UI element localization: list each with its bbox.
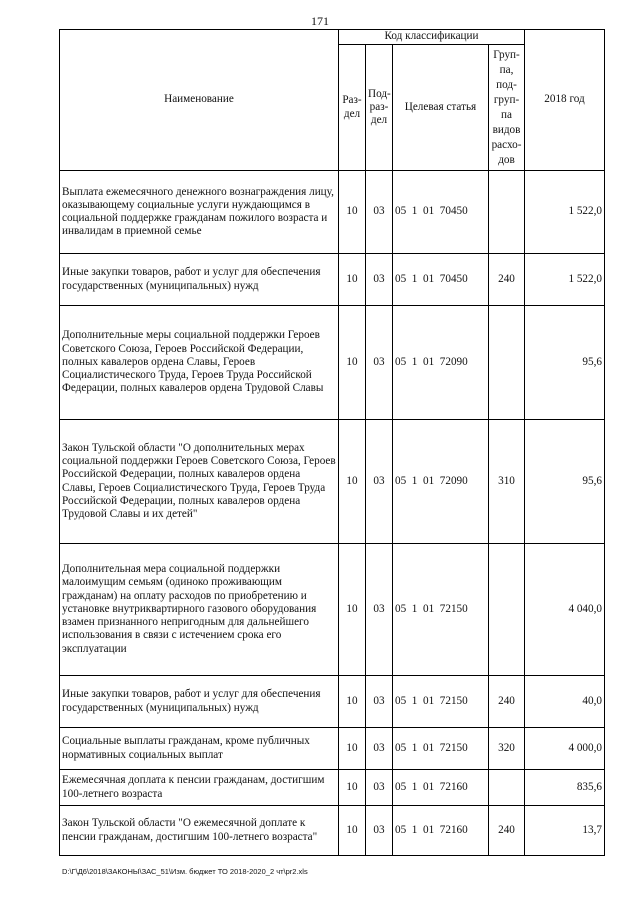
- file-path-footer: D:\Г\Д6\2018\ЗАКОНЫ\ЗАС_51\Изм. бюджет ТО 2018-2020_2 чт\pr2.xls: [62, 867, 308, 876]
- row-amount: 4 000,0: [525, 728, 605, 770]
- row-subsection: 03: [366, 306, 393, 420]
- row-subsection: 03: [366, 676, 393, 728]
- table-row: [60, 728, 605, 770]
- row-amount: 4 040,0: [525, 544, 605, 676]
- page-number: 171: [311, 14, 329, 28]
- budget-table: [59, 29, 605, 856]
- row-name: Иные закупки товаров, работ и услуг для обеспечения государственных (муниципальных) нужд: [60, 254, 339, 306]
- row-section: 10: [339, 306, 366, 420]
- row-group: [489, 171, 525, 254]
- row-target: 05 1 01 72090: [393, 420, 489, 544]
- row-group: [489, 306, 525, 420]
- row-amount: 835,6: [525, 770, 605, 806]
- row-target: 05 1 01 72150: [393, 544, 489, 676]
- table-row: [60, 254, 605, 306]
- row-subsection: 03: [366, 728, 393, 770]
- row-name: Дополнительная мера социальной поддержки малоимущим семьям (одиноко проживающим гражданам) на оплату расходов по приобретению и установке внутриквартирного газового оборудования взамен признанного непригодным для дальнейшего использования в связи с истечением срока его эксплуатации: [60, 544, 339, 676]
- header-code-group: Код классификации: [339, 30, 525, 45]
- row-amount: 95,6: [525, 420, 605, 544]
- row-amount: 40,0: [525, 676, 605, 728]
- row-target: 05 1 01 70450: [393, 171, 489, 254]
- row-section: 10: [339, 420, 366, 544]
- row-name: Социальные выплаты гражданам, кроме публичных нормативных социальных выплат: [60, 728, 339, 770]
- row-group: 240: [489, 676, 525, 728]
- row-target: 05 1 01 72150: [393, 728, 489, 770]
- row-amount: 13,7: [525, 806, 605, 856]
- row-subsection: 03: [366, 254, 393, 306]
- row-target: 05 1 01 70450: [393, 254, 489, 306]
- row-amount: 1 522,0: [525, 254, 605, 306]
- row-group: [489, 544, 525, 676]
- row-section: 10: [339, 676, 366, 728]
- row-amount: 1 522,0: [525, 171, 605, 254]
- header-subsection: Под- раз- дел: [366, 45, 393, 171]
- row-name: Выплата ежемесячного денежного вознаграждения лицу, оказывающему социальные услуги нуждающимся в социальной поддержке гражданам пожилого возраста и инвалидам в приемной семье: [60, 171, 339, 254]
- table-row: [60, 544, 605, 676]
- header-name: Наименование: [60, 30, 339, 171]
- row-subsection: 03: [366, 171, 393, 254]
- table-row: [60, 171, 605, 254]
- table-row: [60, 770, 605, 806]
- row-subsection: 03: [366, 806, 393, 856]
- table-row: [60, 806, 605, 856]
- row-section: 10: [339, 544, 366, 676]
- row-subsection: 03: [366, 544, 393, 676]
- row-subsection: 03: [366, 770, 393, 806]
- row-group: 240: [489, 254, 525, 306]
- row-section: 10: [339, 728, 366, 770]
- header-group: Груп- па, под- груп- па видов расхо- дов: [489, 45, 525, 171]
- row-subsection: 03: [366, 420, 393, 544]
- table-row: [60, 420, 605, 544]
- header-target: Целевая статья: [393, 45, 489, 171]
- row-group: [489, 770, 525, 806]
- table-row: [60, 306, 605, 420]
- row-section: 10: [339, 806, 366, 856]
- row-target: 05 1 01 72160: [393, 806, 489, 856]
- row-name: Закон Тульской области "О ежемесячной доплате к пенсии гражданам, достигшим 100-летнего возраста": [60, 806, 339, 856]
- row-target: 05 1 01 72090: [393, 306, 489, 420]
- row-group: 310: [489, 420, 525, 544]
- row-name: Ежемесячная доплата к пенсии гражданам, достигшим 100-летнего возраста: [60, 770, 339, 806]
- row-name: Иные закупки товаров, работ и услуг для обеспечения государственных (муниципальных) нужд: [60, 676, 339, 728]
- row-group: 240: [489, 806, 525, 856]
- row-section: 10: [339, 254, 366, 306]
- row-target: 05 1 01 72150: [393, 676, 489, 728]
- row-group: 320: [489, 728, 525, 770]
- row-section: 10: [339, 770, 366, 806]
- header-year: 2018 год: [525, 30, 605, 171]
- row-name: Закон Тульской области "О дополнительных мерах социальной поддержки Героев Советского Союза, Героев Российской Федерации, полных кавалеров ордена Славы, Героев Социалистического Труда, Героев Труда Российской Федерации, полных кавалеров ордена Трудовой Славы и их детей": [60, 420, 339, 544]
- row-section: 10: [339, 171, 366, 254]
- row-target: 05 1 01 72160: [393, 770, 489, 806]
- row-name: Дополнительные меры социальной поддержки Героев Советского Союза, Героев Российской Федерации, полных кавалеров ордена Славы, Героев Социалистического Труда, Героев Труда Российской Федерации, полных кавалеров ордена Трудовой Славы: [60, 306, 339, 420]
- header-section: Раз- дел: [339, 45, 366, 171]
- row-amount: 95,6: [525, 306, 605, 420]
- header-row-top: [60, 30, 605, 45]
- table-row: [60, 676, 605, 728]
